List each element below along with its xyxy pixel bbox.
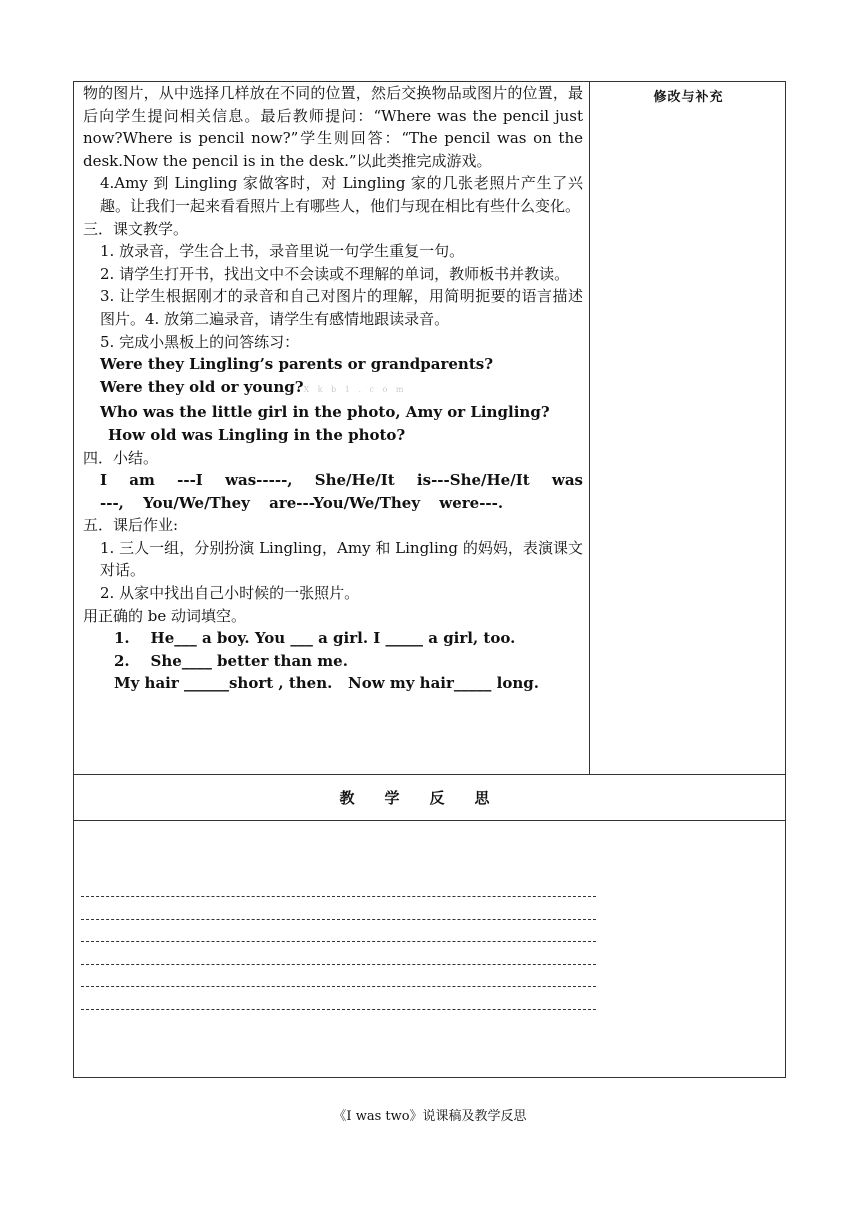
- reflection-title: 教学反思: [339, 788, 520, 807]
- reflection-writing-lines: [81, 896, 596, 1031]
- summary-text: I am ---I was-----, She/He/It is---She/He/It was ---, You/We/They are---You/We/They were---.: [100, 471, 583, 512]
- writing-line: [81, 964, 596, 965]
- writing-line: [81, 986, 596, 987]
- row-divider-bottom: [74, 820, 785, 821]
- lesson-plan-table: [73, 81, 786, 1078]
- paragraph-game: 物的图片，从中选择几样放在不同的位置，然后交换物品或图片的位置，最后向学生提问相关信息。最后教师提问：“Where was the pencil just now?Where is pencil now?”学生则回答：“The pencil was on the desk.Now the pencil is in the desk.”以此类推完成游戏。: [83, 84, 583, 170]
- section-heading-3: 三．课文教学。: [83, 219, 189, 238]
- exercise-2: 2. She____ better than me.: [114, 651, 348, 670]
- exercise-3: My hair ______short , then. Now my hair_____ long.: [114, 674, 539, 693]
- question-3: Who was the little girl in the photo, Amy or Lingling?: [100, 403, 550, 422]
- writing-line: [81, 896, 596, 897]
- step-1: 1. 放录音，学生合上书，录音里说一句学生重复一句。: [100, 242, 465, 261]
- writing-line: [81, 941, 596, 942]
- step-5: 5. 完成小黑板上的问答练习：: [100, 332, 300, 351]
- homework-2: 2. 从家中找出自己小时候的一张照片。: [100, 584, 360, 603]
- watermark: X k b 1 . c o m: [303, 384, 407, 394]
- writing-line: [81, 919, 596, 920]
- lesson-content: [83, 82, 583, 695]
- homework-1: 1. 三人一组，分别扮演 Lingling，Amy 和 Lingling 的妈妈，表演课文对话。: [100, 538, 583, 580]
- paragraph-intro: 4.Amy 到 Lingling 家做客时，对 Lingling 家的几张老照片产生了兴趣。让我们一起来看看照片上有哪些人，他们与现在相比有些什么变化。: [100, 174, 583, 215]
- writing-line: [81, 1009, 596, 1010]
- page-footer: 《I was two》说课稿及教学反思: [333, 1109, 527, 1124]
- exercise-1: 1. He___ a boy. You ___ a girl. I _____ a girl, too.: [114, 629, 516, 648]
- fill-in-title: 用正确的 be 动词填空。: [83, 606, 247, 625]
- question-2: Were they old or young?: [100, 377, 304, 396]
- question-1: Were they Lingling’s parents or grandparents?: [100, 355, 493, 374]
- revision-column-header: 修改与补充: [653, 90, 724, 105]
- step-3-4: 3. 让学生根据刚才的录音和自己对图片的理解，用简明扼要的语言描述图片。4. 放第二遍录音，请学生有感情地跟读录音。: [100, 287, 583, 328]
- question-2-line: [83, 376, 583, 402]
- column-divider: [589, 82, 590, 774]
- step-2: 2. 请学生打开书，找出文中不会读或不理解的单词，教师板书并教读。: [100, 264, 570, 283]
- section-heading-4: 四．小结。: [83, 448, 159, 467]
- question-4: How old was Lingling in the photo?: [108, 425, 406, 444]
- section-heading-5: 五．课后作业:: [83, 516, 179, 535]
